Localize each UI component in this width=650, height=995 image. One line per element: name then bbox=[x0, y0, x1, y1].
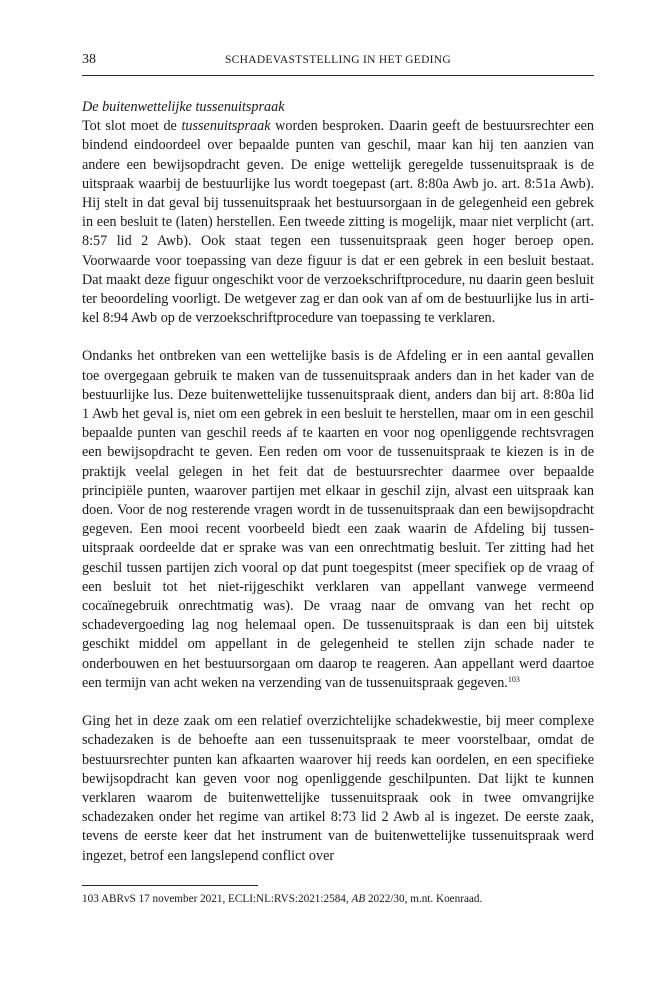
section-heading: De buitenwettelijke tussenuitspraak bbox=[82, 99, 285, 115]
paragraph-2 bbox=[82, 347, 594, 693]
footnote-reference[interactable]: 103 bbox=[507, 674, 520, 684]
footnote-citation: ABRvS 17 november 2021, ECLI:NL:RVS:2021:2584, bbox=[98, 893, 352, 905]
paragraph-1 bbox=[82, 117, 594, 328]
document-page bbox=[82, 52, 594, 866]
footnote-number: 103 bbox=[82, 893, 99, 905]
footnote-divider bbox=[82, 885, 258, 886]
page-number: 38 bbox=[82, 52, 96, 67]
paragraph-1-term: tussenuitspraak bbox=[181, 118, 271, 135]
footnote-citation-end: 2022/30, m.nt. Koenraad. bbox=[365, 893, 483, 905]
paragraph-1-start: Tot slot moet de bbox=[82, 118, 182, 135]
running-header bbox=[82, 52, 594, 76]
body-text bbox=[82, 98, 594, 866]
running-title: SCHADEVASTSTELLING IN HET GEDING bbox=[224, 54, 452, 66]
paragraph-2-text: Ondanks het ontbreken van een wettelijke basis is de Afdeling er in een aantal gevallen toe overgegaan gebruik te maken van de tussenuitspraak anders dan in het kader van de bestuurlijke lus. Deze buitenwettelijke tussenuitspraak dient, anders dan bij art. 8:80a lid 1 Awb het geval is, niet om een gebrek in een besluit te herstellen, maar om in een geschil bepaalde punten van geschil reeds af te kaarten en voor nog openliggende rechtsvragen een bewijsopdracht te geven. Een reden om voor de tussenuitspraak te kiezen is in de praktijk veelal gelegen in het feit dat de bestuursrechter daarmee over bepaalde principiële punten, waarover partijen met elkaar in geschil zijn, alvast een uitspraak kan doen. Voor de nog resterende vragen wordt in de tussenuitspraak dan een bewijsopdracht gegeven. Een mooi recent voorbeeld biedt een zaak waarin de Afdeling bij tussenuitspraak oordeelde dat er sprake was van een onrechtmatig besluit. Ter zitting had het geschil tussen partijen zich vooral op dat punt toegespitst (meer specifiek op de vraag of een besluit tot het niet-rijgeschikt verklaren van appellant vanwege vermeend cocaïnegebruik onrechtmatig was). De vraag naar de omvang van het recht op schadevergoeding lag nog helemaal open. De tussenuitspraak is dan een bij uitstek geschikt middel om appellant in de gelegenheid te stellen zijn schade nader te onderbouwen en het bestuursorgaan om daarop te reageren. Aan appellant werd daartoe een termijn van acht weken na verzending van de tussenuitspraak gegeven. bbox=[82, 348, 594, 691]
paragraph-1-rest: worden besproken. Daarin geeft de bestuursrechter een bindend eindoordeel over bepaalde punten van geschil, maar kan hij ten aanzien van andere een bewijsopdracht geven. De enige wettelijk geregelde tussenuitspraak is de uitspraak waarbij de bestuurlijke lus wordt toegepast (art. 8:80a Awb jo. art. 8:51a Awb). Hij stelt in dat geval bij tussenuitspraak het bestuursorgaan in de gelegenheid een gebrek in een besluit te (laten) herstellen. Een tweede zitting is mogelijk, maar niet verplicht (art. 8:57 lid 2 Awb). Ook staat tegen een tussenuitspraak geen hoger beroep open. Voorwaarde voor toepassing van deze figuur is dat er een gebrek in een besluit bestaat. Dat maakt deze figuur ongeschikt voor de verzoekschriftprocedure, nu daarin geen besluit ter beoordeling voorligt. De wetgever zag er dan ook van af om de bestuurlijke lus in artikel 8:94 Awb op de verzoekschriftprocedure van toepassing te verklaren. bbox=[82, 118, 595, 327]
paragraph-3-text: Ging het in deze zaak om een relatief overzichtelijke schadekwestie, bij meer complexe schadezaken is de behoefte aan een tussenuitspraak te meer voorstelbaar, omdat de bestuursrechter punten kan afkaarten waarover hij reeds kan oordelen, en een specifieke bewijsopdracht kan geven voor nog openliggende geschilpunten. Dat lijkt te kunnen verklaren waarom de buitenwettelijke tussenuitspraak ook in twee omvangrijke schadezaken onder het regime van artikel 8:73 lid 2 Awb al is ingezet. De eerste zaak, tevens de eerste keer dat het instrument van de buitenwettelijke tussenuitspraak werd ingezet, betrof een langslepend conflict over bbox=[82, 713, 594, 864]
footnote-journal: AB bbox=[351, 893, 366, 905]
footnote bbox=[82, 892, 594, 907]
paragraph-3 bbox=[82, 712, 594, 866]
